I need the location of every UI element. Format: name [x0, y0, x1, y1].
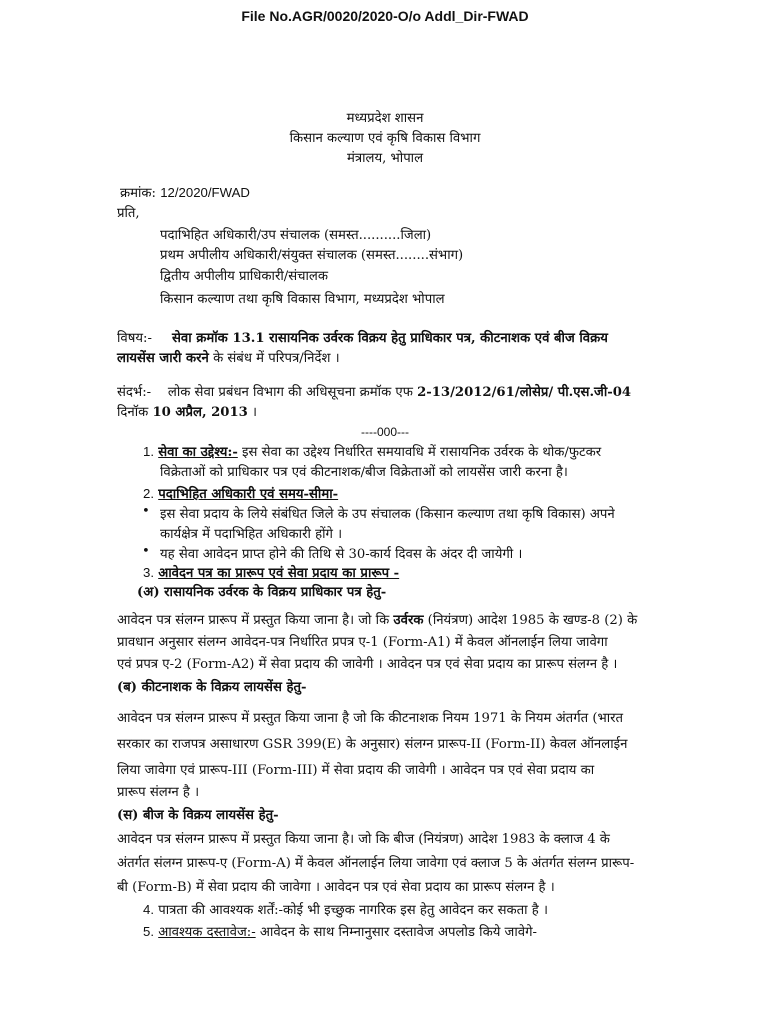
section-2-number: 2.: [143, 486, 154, 501]
section-3b-line-2: सरकार का राजपत्र असाधारण GSR 399(E) के अनुसार) संलग्न प्रारूप-II (Form-II) केवल ऑनलाईन: [117, 737, 628, 752]
file-number: File No.AGR/0020/2020-O/o Addl_Dir-FWAD: [241, 8, 529, 24]
section-3a-line-1-post: (नियंत्रण) आदेश 1985 के खण्ड-8 (2) के: [423, 613, 638, 628]
recipient-1: पदाभिहित अधिकारी/उप संचालक (समस्त..........जिला): [160, 228, 432, 243]
reference-line-label: संदर्भ:-: [117, 385, 152, 400]
section-3a-line-2: प्रावधान अनुसार संलग्न आवेदन-पत्र निर्धारित प्रपत्र ए-1 (Form-A1) में केवल ऑनलाईन लिया जावेगा: [117, 635, 608, 650]
prati-label: प्रति,: [117, 206, 140, 221]
section-3c-heading: (स) बीज के विक्रय लायसेंस हेतु-: [117, 808, 279, 823]
reference-date-prefix: दिनॉक: [117, 405, 149, 420]
section-1-number: 1.: [143, 444, 154, 459]
recipient-3: द्वितीय अपीलीय प्राधिकारी/संचालक: [160, 269, 328, 284]
reference-date-suffix: ।: [247, 405, 258, 420]
section-3-heading: [143, 563, 399, 581]
header-line-3: मंत्रालय, भोपाल: [346, 151, 424, 166]
subject-line-2-bold: लायसेंस जारी करने: [117, 351, 209, 366]
reference-label: क्रमांक:: [120, 186, 157, 201]
section-3a-line-1: [117, 610, 637, 628]
section-4-number: 4.: [143, 902, 154, 917]
section-3b-line-4: प्रारूप संलग्न है ।: [117, 785, 200, 800]
subject-line-2: [117, 348, 340, 366]
section-3-title: आवेदन पत्र का प्रारूप एवं सेवा प्रदाय का प्रारूप -: [158, 566, 400, 581]
reference-notification-no: 2-13/2012/61/लोसेप्र/ पी.एस.जी-04: [417, 385, 632, 400]
section-4-title: पात्रता की आवश्यक शर्तें:-: [158, 903, 284, 918]
section-2-bullet-2: • यह सेवा आवेदन प्राप्त होने की तिथि से 30-कार्य दिवस के अंदर दी जायेगी ।: [160, 544, 522, 562]
section-2-title: पदाभिहित अधिकारी एवं समय-सीमा-: [158, 487, 339, 502]
section-3c-line-1: आवेदन पत्र संलग्न प्रारूप में प्रस्तुत किया जाना है। जो कि बीज (नियंत्रण) आदेश 1983 के क्लाज 4 के: [117, 832, 610, 847]
section-4-heading: [143, 900, 548, 918]
section-1-title: सेवा का उद्देश्य:-: [158, 445, 238, 460]
recipient-4: किसान कल्याण तथा कृषि विकास विभाग, मध्यप्रदेश भोपाल: [160, 292, 445, 307]
section-3-number: 3.: [143, 565, 154, 580]
section-3a-line-1-pre: आवेदन पत्र संलग्न प्रारूप में प्रस्तुत किया जाना है। जो कि: [117, 613, 394, 628]
section-4-text: कोई भी इच्छुक नागरिक इस हेतु आवेदन कर सकता है ।: [283, 903, 548, 918]
section-3a-line-3: एवं प्रपत्र ए-2 (Form-A2) में सेवा प्रदाय की जावेगी । आवेदन पत्र एवं सेवा प्रदाय का प्रारूप संलग्न है ।: [117, 657, 618, 672]
subject-line-2-rest: के संबंध में परिपत्र/निर्देश ।: [208, 351, 340, 366]
section-2-bullet-1: • इस सेवा प्रदाय के लिये संबंधित जिले के उप संचालक (किसान कल्याण तथा कृषि विकास) अपने: [160, 504, 615, 522]
reference-line-1: [117, 382, 631, 400]
reference-number: [120, 183, 250, 201]
section-3c-line-2: अंतर्गत संलग्न प्रारूप-ए (Form-A) में केवल ऑनलाईन लिया जावेगा एवं क्लाज 5 के अंतर्गत संलग्न प्रारूप-: [117, 856, 635, 871]
header-line-1: मध्यप्रदेश शासन: [346, 111, 424, 126]
recipient-2: प्रथम अपीलीय अधिकारी/संयुक्त संचालक (समस्त........संभाग): [160, 248, 464, 263]
section-3b-line-1: आवेदन पत्र संलग्न प्रारूप में प्रस्तुत किया जाना है जो कि कीटनाशक नियम 1971 के नियम अंतर्गत (भारत: [117, 711, 624, 726]
section-1-line-2: विक्रेताओं को प्राधिकार पत्र एवं कीटनाशक/बीज विक्रेताओं को लायसेंस जारी करना है।: [160, 465, 568, 480]
section-3b-line-3: लिया जावेगा एवं प्रारूप-III (Form-III) में सेवा प्रदाय की जावेगी । आवेदन पत्र एवं सेवा प्रदाय का: [117, 763, 595, 778]
section-3b-heading: (ब) कीटनाशक के विक्रय लायसेंस हेतु-: [117, 680, 307, 695]
section-5-text: आवेदन के साथ निम्नानुसार दस्तावेज अपलोड किये जावेगे-: [255, 925, 537, 940]
reference-line-text: लोक सेवा प्रबंधन विभाग की अधिसूचना क्रमॉक एफ: [167, 385, 413, 400]
reference-value: 12/2020/FWAD: [160, 185, 250, 200]
header-line-2: किसान कल्याण एवं कृषि विकास विभाग: [289, 131, 481, 146]
reference-line-2: [117, 402, 257, 420]
subject-line-1: सेवा क्रमॉक 13.1 रासायनिक उर्वरक विक्रय हेतु प्राधिकार पत्र, कीटनाशक एवं बीज विक्रय: [172, 331, 608, 346]
reference-date: 10 अप्रैल, 2013: [152, 405, 248, 420]
section-2-heading: [143, 484, 338, 502]
separator: ----000---: [361, 425, 409, 439]
section-1-heading: [143, 442, 601, 460]
section-5-heading: [143, 922, 537, 940]
section-2-bullet-1-cont: कार्यक्षेत्र में पदाभिहित अधिकारी होंगे ।: [160, 527, 343, 542]
section-5-title: आवश्यक दस्तावेज:-: [158, 925, 256, 940]
section-3a-heading: (अ) रासायनिक उर्वरक के विक्रय प्राधिकार पत्र हेतु-: [137, 585, 387, 600]
section-3a-line-1-bold: उर्वरक: [393, 613, 424, 628]
section-1-line-1: इस सेवा का उद्देश्य निर्धारित समयावधि में रासायनिक उर्वरक के थोक/फुटकर: [237, 445, 602, 460]
section-3c-line-3: बी (Form-B) में सेवा प्रदाय की जावेगा । आवेदन पत्र एवं सेवा प्रदाय का प्रारूप संलग्न है ।: [117, 880, 555, 895]
section-5-number: 5.: [143, 924, 154, 939]
subject-label: विषय:-: [117, 331, 152, 346]
